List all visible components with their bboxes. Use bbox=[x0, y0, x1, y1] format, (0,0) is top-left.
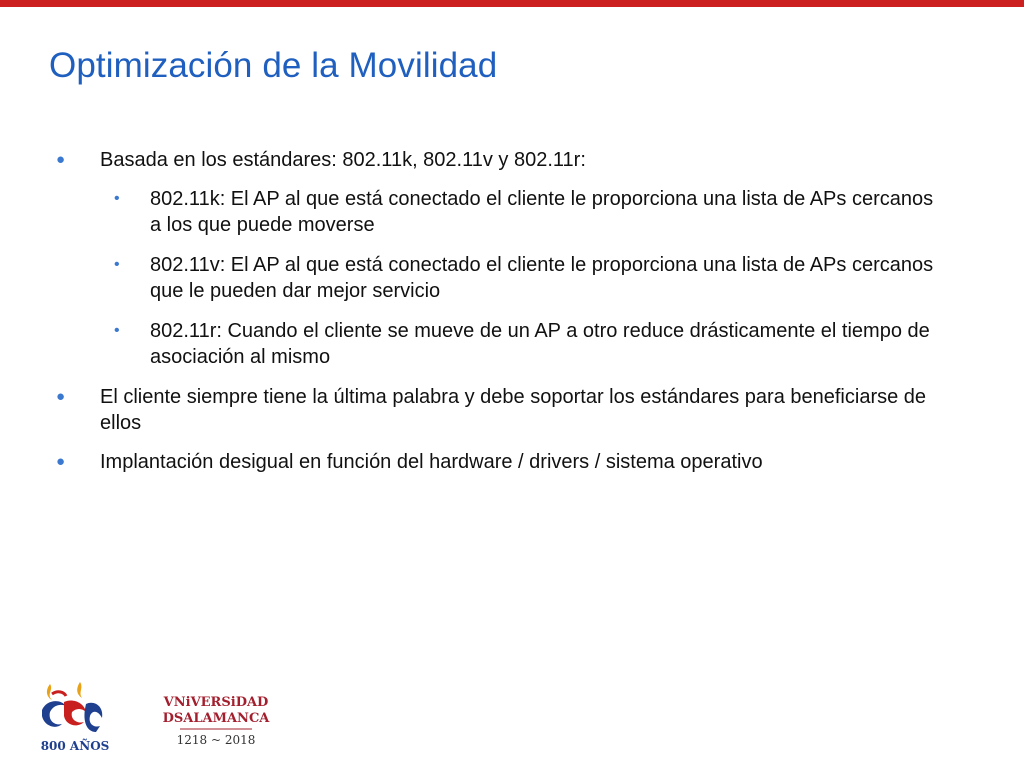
sub-bullet-text: 802.11k: El AP al que está conectado el cliente le proporciona una lista de APs cercanos a los que puede moverse bbox=[150, 188, 934, 236]
bullet-item bbox=[56, 384, 956, 436]
footer-logos bbox=[36, 680, 276, 760]
sub-bullet-text: 802.11r: Cuando el cliente se mueve de un AP a otro reduce drásticamente el tiempo de asociación al mismo bbox=[150, 320, 930, 368]
bullet-text: Implantación desigual en función del hardware / drivers / sistema operativo bbox=[100, 451, 763, 473]
logo-line2: DSALAMANCA bbox=[162, 711, 270, 726]
slide-title: Optimización de la Movilidad bbox=[49, 46, 498, 85]
sub-bullet-icon: • bbox=[114, 256, 120, 273]
logo-years: 1218 ~ 2018 bbox=[176, 733, 256, 747]
bullet-dot-icon: ● bbox=[56, 388, 66, 405]
slide-content bbox=[56, 147, 956, 488]
bullet-text: Basada en los estándares: 802.11k, 802.11v y 802.11r: bbox=[100, 149, 586, 171]
sub-bullet-item bbox=[56, 186, 936, 238]
logo-800-text: 800 AÑOS bbox=[40, 739, 110, 753]
sub-bullet-item bbox=[56, 318, 936, 370]
sub-bullet-text: 802.11v: El AP al que está conectado el cliente le proporciona una lista de APs cercanos que le pueden dar mejor servicio bbox=[150, 254, 934, 302]
sub-bullet-icon: • bbox=[114, 190, 120, 207]
usal-800-anos-logo-icon bbox=[36, 680, 114, 756]
bullet-dot-icon: ● bbox=[56, 453, 66, 470]
bullet-dot-icon: ● bbox=[56, 151, 66, 168]
bullet-text: El cliente siempre tiene la última palabra y debe soportar los estándares para beneficiarse de ellos bbox=[100, 386, 927, 434]
sub-bullet-item bbox=[56, 252, 936, 304]
logo-line1: VNiVERSiDAD bbox=[163, 695, 269, 710]
bullet-item bbox=[56, 449, 956, 475]
top-accent-bar bbox=[0, 0, 1024, 7]
sub-bullet-icon: • bbox=[114, 322, 120, 339]
bullet-item bbox=[56, 147, 956, 173]
universidad-salamanca-logo-icon bbox=[160, 690, 272, 748]
